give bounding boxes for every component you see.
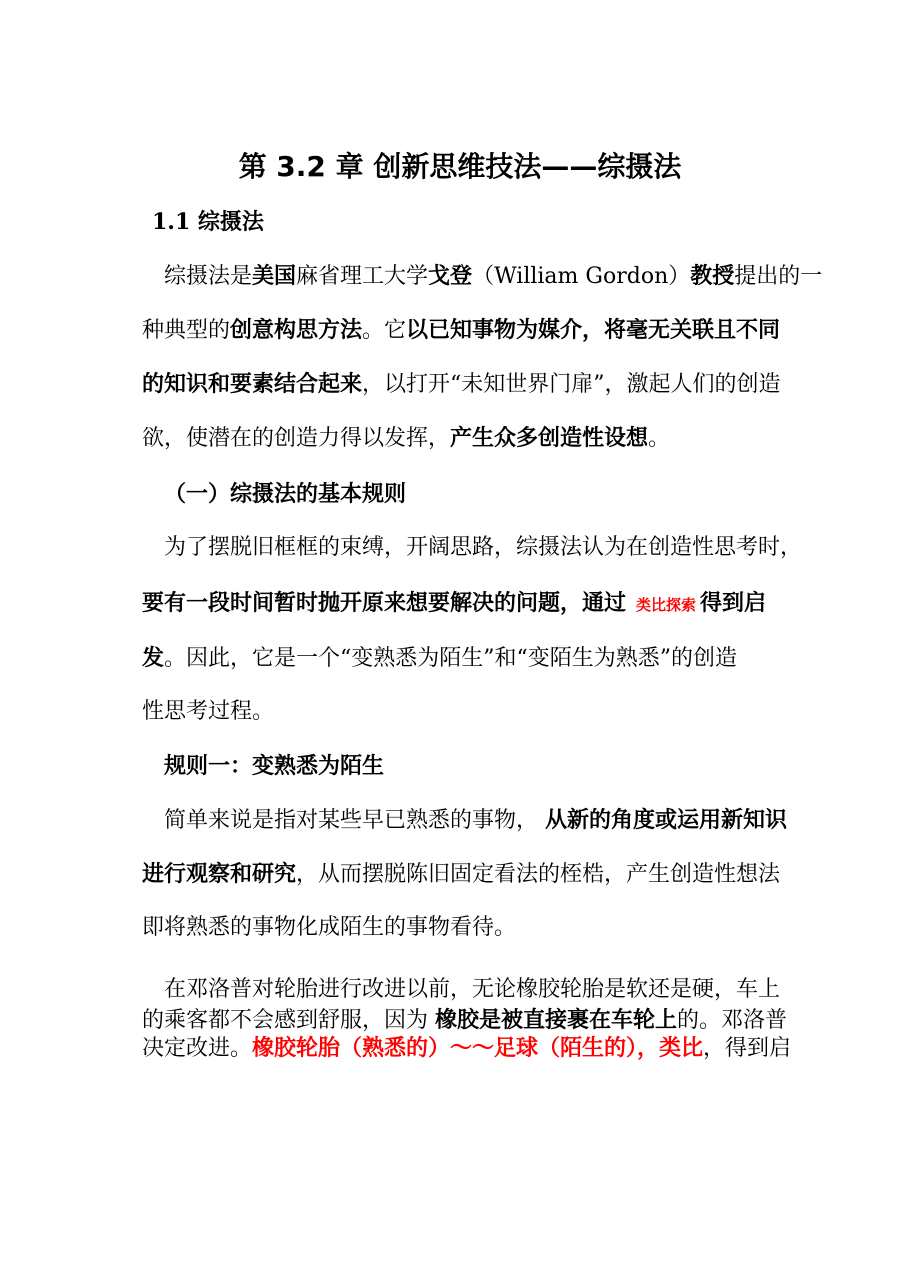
para3-line3: 即将熟悉的事物化成陌生的事物看待。: [142, 915, 517, 940]
rule1-heading: 规则一：变熟悉为陌生: [164, 753, 385, 779]
emphasis-run: 要有一段时间暂时抛开原来想要解决的问题，通过: [142, 590, 627, 616]
para2-line2: [142, 589, 766, 619]
emphasis-run: 教授: [690, 263, 735, 289]
para2-line1: 为了摆脱旧框框的束缚，开阔思路，综摄法认为在创造性思考时，: [164, 535, 803, 560]
para3-line1: [164, 806, 787, 835]
para4-line3: [142, 1034, 791, 1063]
emphasis-run: 进行观察和研究: [142, 861, 297, 887]
emphasis-run: 以已知事物为媒介，将毫无关联且不同: [406, 317, 781, 343]
highlight-run: 橡胶轮胎（熟悉的）～～足球（陌生的），类比: [252, 1035, 704, 1061]
emphasis-run: 产生众多创造性设想: [450, 425, 649, 451]
emphasis-run: 的知识和要素结合起来: [142, 371, 363, 397]
text-run: 的乘客都不会感到舒服，因为: [142, 1008, 435, 1033]
highlight-run: 类比探索: [636, 596, 697, 614]
text-run: 的。邓洛普: [677, 1008, 788, 1033]
emphasis-run: 得到启: [700, 590, 767, 616]
text-run: 。: [648, 426, 671, 451]
emphasis-run: 戈登: [428, 263, 473, 289]
para2-line4: 性思考过程。: [142, 699, 275, 724]
text-run: 简单来说是指对某些早已熟悉的事物，: [164, 808, 545, 833]
para1-line3: [142, 370, 781, 399]
para4-line1: 在邓洛普对轮胎进行改进以前，无论橡胶轮胎是软还是硬，车上: [164, 977, 781, 1002]
page-title: 第 3.2 章 创新思维技法——综摄法: [238, 150, 682, 183]
text-run: 决定改进。: [142, 1036, 253, 1061]
emphasis-run: 从新的角度或运用新知识: [545, 807, 788, 833]
emphasis-run: 创意构思方法: [230, 317, 363, 343]
para1-line2: [142, 316, 780, 345]
para3-line2: [142, 860, 780, 889]
para2-line3: [142, 644, 737, 673]
para1-line4: [142, 424, 670, 453]
text-run: ，得到启: [703, 1036, 792, 1061]
text-run: 麻省理工大学: [296, 264, 429, 289]
para1-line1: [164, 262, 822, 291]
text-run: 种典型的: [142, 318, 231, 343]
subheading-basic-rules: （一）综摄法的基本规则: [164, 481, 407, 507]
text-run: 。它: [362, 318, 407, 343]
text-run: （William Gordon）: [472, 264, 691, 289]
text-run: 。因此，它是一个“变熟悉为陌生”和“变陌生为熟悉”的创造: [164, 646, 738, 671]
text-run: ，从而摆脱陈旧固定看法的桎梏，产生创造性想法: [296, 862, 781, 887]
text-run: 欲，使潜在的创造力得以发挥，: [142, 426, 451, 451]
emphasis-run: 美国: [252, 263, 297, 289]
text-run: 综摄法是: [164, 264, 253, 289]
section-heading: 1.1 综摄法: [152, 209, 264, 235]
emphasis-run: 发: [142, 645, 165, 671]
text-run: ，以打开“未知世界门扉”，激起人们的创造: [362, 372, 781, 397]
para4-line2: [142, 1006, 787, 1035]
emphasis-run: 橡胶是被直接裹在车轮上: [435, 1007, 678, 1033]
text-run: 提出的一: [734, 264, 823, 289]
